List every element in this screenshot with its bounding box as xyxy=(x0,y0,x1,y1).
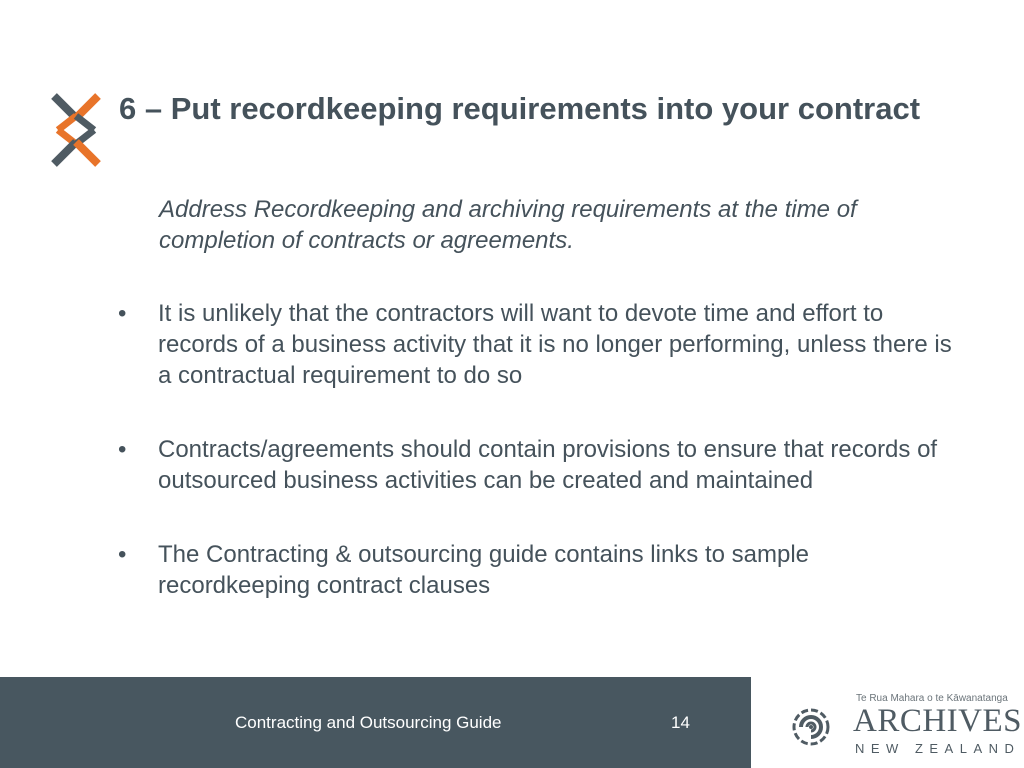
bullet-item xyxy=(114,434,954,496)
archives-x-logo-icon xyxy=(50,92,102,168)
branding-name: ARCHIVES xyxy=(853,703,1023,739)
slide-subtitle: Address Recordkeeping and archiving requirements at the time of completion of contracts or agreements. xyxy=(159,196,857,254)
bullet-marker: • xyxy=(118,300,127,327)
bullet-text: The Contracting & outsourcing guide contains links to sample recordkeeping contract clauses xyxy=(158,541,810,599)
branding-tagline: Te Rua Mahara o te Kāwanatanga xyxy=(856,693,1008,704)
bullet-item xyxy=(114,298,954,391)
page-number: 14 xyxy=(671,713,690,732)
bullet-text: It is unlikely that the contractors will want to devote time and effort to records of a business activity that it is no longer performing, unless there is a contractual requirement to do so xyxy=(158,300,952,389)
bullet-marker: • xyxy=(118,541,127,568)
bullet-item xyxy=(114,539,954,601)
footer-guide-title: Contracting and Outsourcing Guide xyxy=(235,713,502,732)
archives-koru-logo-icon xyxy=(785,703,837,749)
bullet-marker: • xyxy=(118,436,127,463)
footer-bar xyxy=(0,677,751,768)
branding-country: NEW ZEALAND xyxy=(855,741,1021,756)
slide-title: 6 – Put recordkeeping requirements into your contract xyxy=(119,91,921,126)
bullet-text: Contracts/agreements should contain provisions to ensure that records of outsourced business activities can be created and maintained xyxy=(158,436,938,494)
bullet-list xyxy=(114,298,954,644)
archives-branding xyxy=(751,677,1024,768)
